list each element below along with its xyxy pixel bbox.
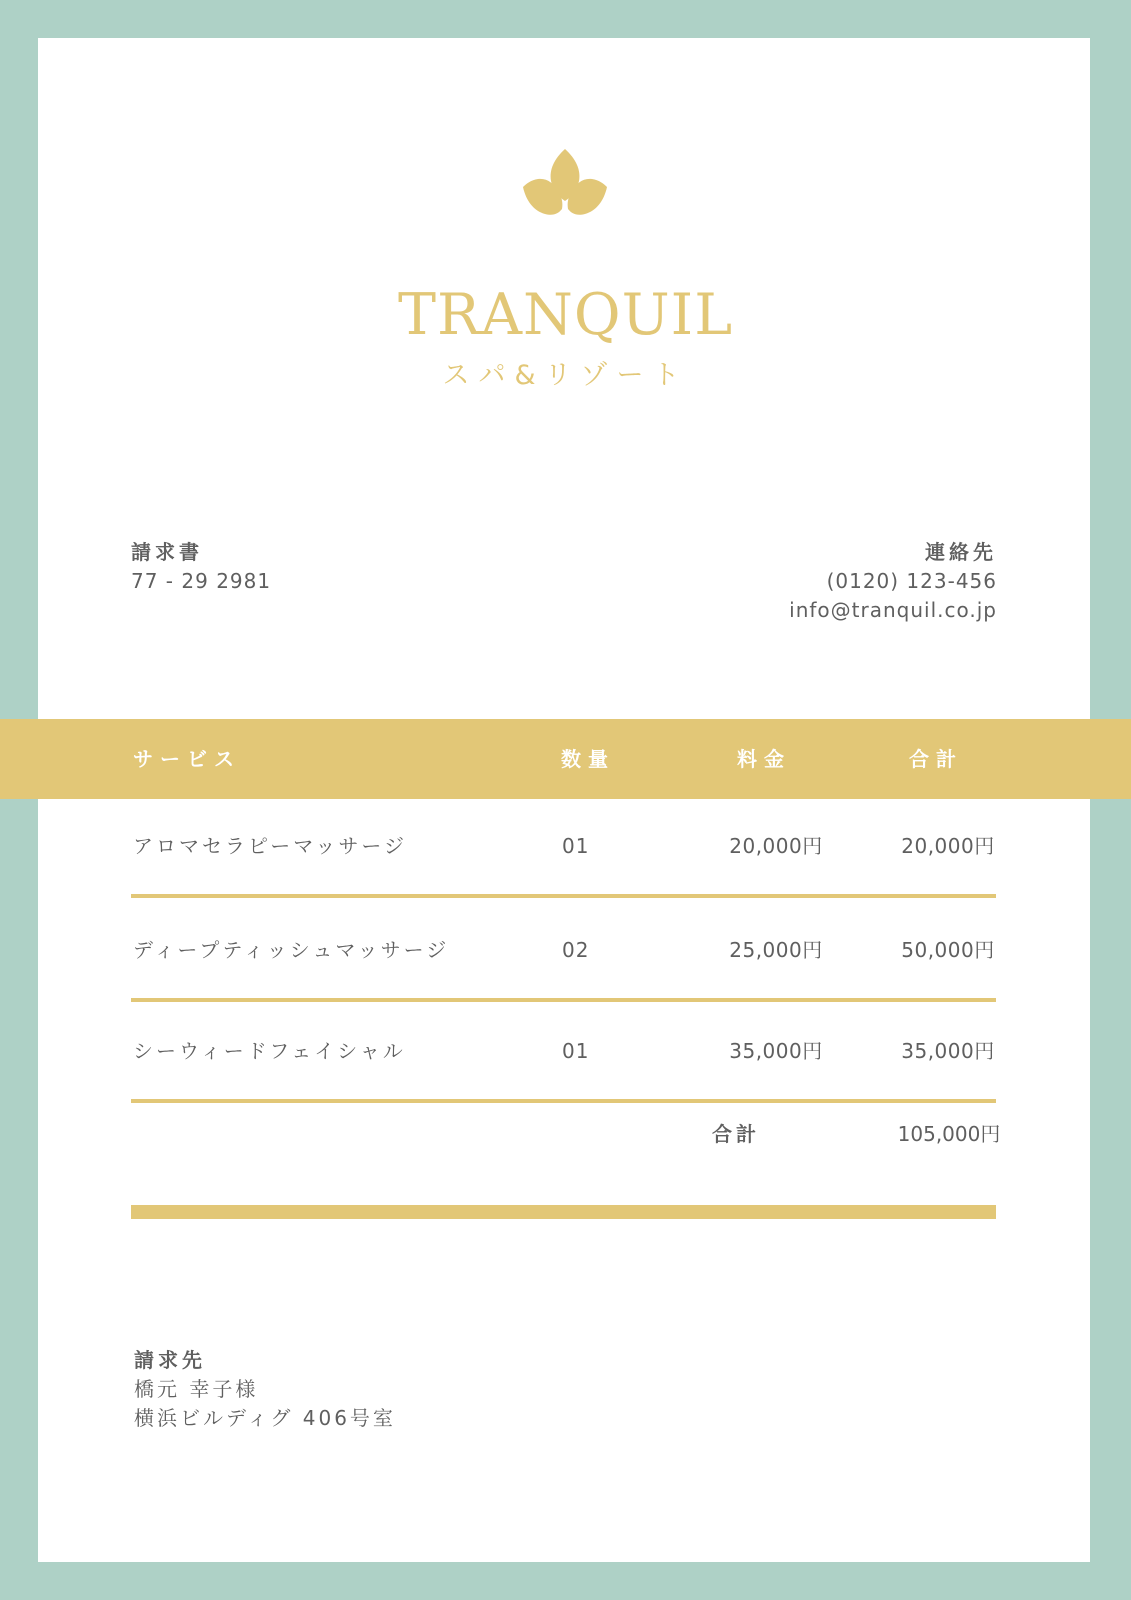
billing-address: 横浜ビルディグ 406号室 (134, 1406, 396, 1430)
billing-name: 橋元 幸子様 (134, 1377, 259, 1401)
header-price: 料金 (737, 747, 791, 771)
table-row (131, 799, 996, 898)
brand-name: TRANQUIL (397, 282, 734, 348)
service-quantity: 01 (562, 1039, 590, 1063)
row-divider (131, 998, 996, 1002)
summary-label: 合計 (712, 1122, 760, 1146)
contact-title: 連絡先 (925, 540, 997, 564)
service-name: シーウィードフェイシャル (133, 1039, 406, 1063)
invoice-info (131, 538, 271, 596)
service-total: 35,000円 (901, 1039, 995, 1063)
service-price: 35,000円 (729, 1039, 823, 1063)
invoice-number: 77 - 29 2981 (131, 569, 272, 593)
leaf-icon (523, 149, 607, 225)
service-total: 20,000円 (901, 834, 995, 858)
service-name: アロマセラピーマッサージ (133, 834, 407, 858)
billing-info (134, 1346, 396, 1433)
service-quantity: 02 (562, 938, 590, 962)
row-divider (131, 894, 996, 898)
table-row (131, 903, 996, 1002)
contact-phone: (0120) 123-456 (826, 569, 997, 593)
header-quantity: 数量 (561, 747, 615, 771)
service-name: ディープティッシュマッサージ (133, 938, 450, 962)
billing-title: 請求先 (134, 1348, 206, 1372)
header-service: サービス (133, 747, 241, 771)
service-price: 25,000円 (729, 938, 823, 962)
contact-info (789, 538, 997, 625)
table-row (131, 1004, 996, 1103)
header-total: 合計 (909, 747, 963, 771)
table-header-band (0, 719, 1131, 799)
service-price: 20,000円 (729, 834, 823, 858)
invoice-summary (131, 1103, 1001, 1219)
contact-email: info@tranquil.co.jp (789, 598, 997, 622)
service-total: 50,000円 (901, 938, 995, 962)
summary-bar (131, 1205, 996, 1219)
summary-value: 105,000円 (897, 1122, 1001, 1146)
brand-subtitle: スパ&リゾート (442, 360, 689, 391)
service-quantity: 01 (562, 834, 590, 858)
invoice-title: 請求書 (131, 540, 203, 564)
